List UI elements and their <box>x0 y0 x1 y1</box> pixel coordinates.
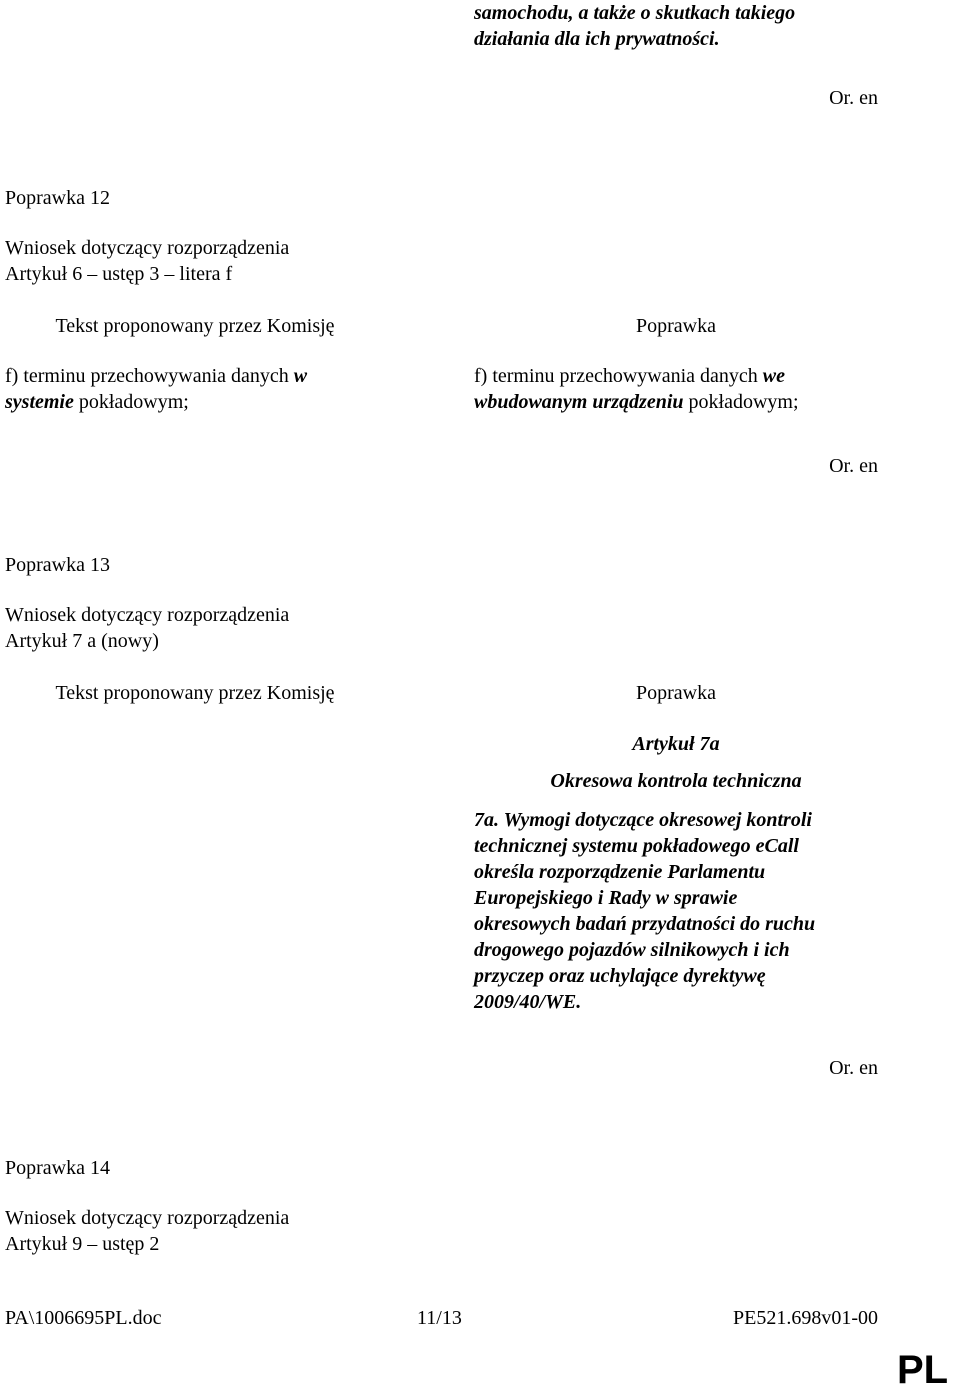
amendment-12-reference: Artykuł 6 – ustęp 3 – litera f <box>5 263 233 285</box>
amendment-12-language-note: Or. en <box>829 455 878 477</box>
amendment-12-left-header: Tekst proponowany przez Komisję <box>55 315 335 337</box>
article-line: Europejskiego i Rady w sprawie <box>474 887 738 909</box>
amendment-13-language-note: Or. en <box>829 1057 878 1079</box>
amendment-14-proposal: Wniosek dotyczący rozporządzenia <box>5 1207 290 1229</box>
amendment-12-title: Poprawka 12 <box>5 187 110 209</box>
footer-pe-reference: PE521.698v01-00 <box>733 1307 878 1329</box>
amendment-12-right-header: Poprawka <box>636 315 716 337</box>
article-line: drogowego pojazdów silnikowych i ich <box>474 939 790 961</box>
left-text-change-2: systemie <box>5 391 74 413</box>
right-text-change-1: we <box>762 365 785 387</box>
amendment-12-right-text <box>474 363 878 415</box>
amendment-12-left-text <box>5 363 385 415</box>
amendment-13-right-header: Poprawka <box>636 682 716 704</box>
footer-page-number: 11/13 <box>417 1307 462 1329</box>
left-text-end: pokładowym; <box>73 391 189 413</box>
right-text-end: pokładowym; <box>683 391 799 413</box>
original-language-note: Or. en <box>829 87 878 109</box>
continuation-line-2: działania dla ich prywatności. <box>474 28 720 50</box>
article-line: technicznej systemu pokładowego eCall <box>474 835 799 857</box>
article-7a-subtitle: Okresowa kontrola techniczna <box>550 770 802 792</box>
amendment-13-title: Poprawka 13 <box>5 554 110 576</box>
right-text-plain: f) terminu przechowywania danych <box>474 365 763 387</box>
left-text-change-1: w <box>293 365 308 387</box>
article-7a-title: Artykuł 7a <box>632 733 720 755</box>
footer-doc-reference: PA\1006695PL.doc <box>5 1307 162 1329</box>
footer-language-code: PL <box>897 1348 949 1392</box>
article-line: 7a. Wymogi dotyczące okresowej kontroli <box>474 809 812 831</box>
article-7a-text <box>474 807 878 1015</box>
amendment-14-reference: Artykuł 9 – ustęp 2 <box>5 1233 160 1255</box>
amendment-13-proposal: Wniosek dotyczący rozporządzenia <box>5 604 290 626</box>
amendment-12-proposal: Wniosek dotyczący rozporządzenia <box>5 237 290 259</box>
amendment-13-reference: Artykuł 7 a (nowy) <box>5 630 159 652</box>
amendment-14-title: Poprawka 14 <box>5 1157 110 1179</box>
article-line: określa rozporządzenie Parlamentu <box>474 861 766 883</box>
article-line: 2009/40/WE. <box>474 991 582 1013</box>
right-text-change-2: wbudowanym urządzeniu <box>474 391 684 413</box>
left-text-plain: f) terminu przechowywania danych <box>5 365 294 387</box>
continuation-line-1: samochodu, a także o skutkach takiego <box>474 2 796 24</box>
amendment-13-left-header: Tekst proponowany przez Komisję <box>55 682 335 704</box>
article-line: przyczep oraz uchylające dyrektywę <box>474 965 766 987</box>
article-line: okresowych badań przydatności do ruchu <box>474 913 816 935</box>
